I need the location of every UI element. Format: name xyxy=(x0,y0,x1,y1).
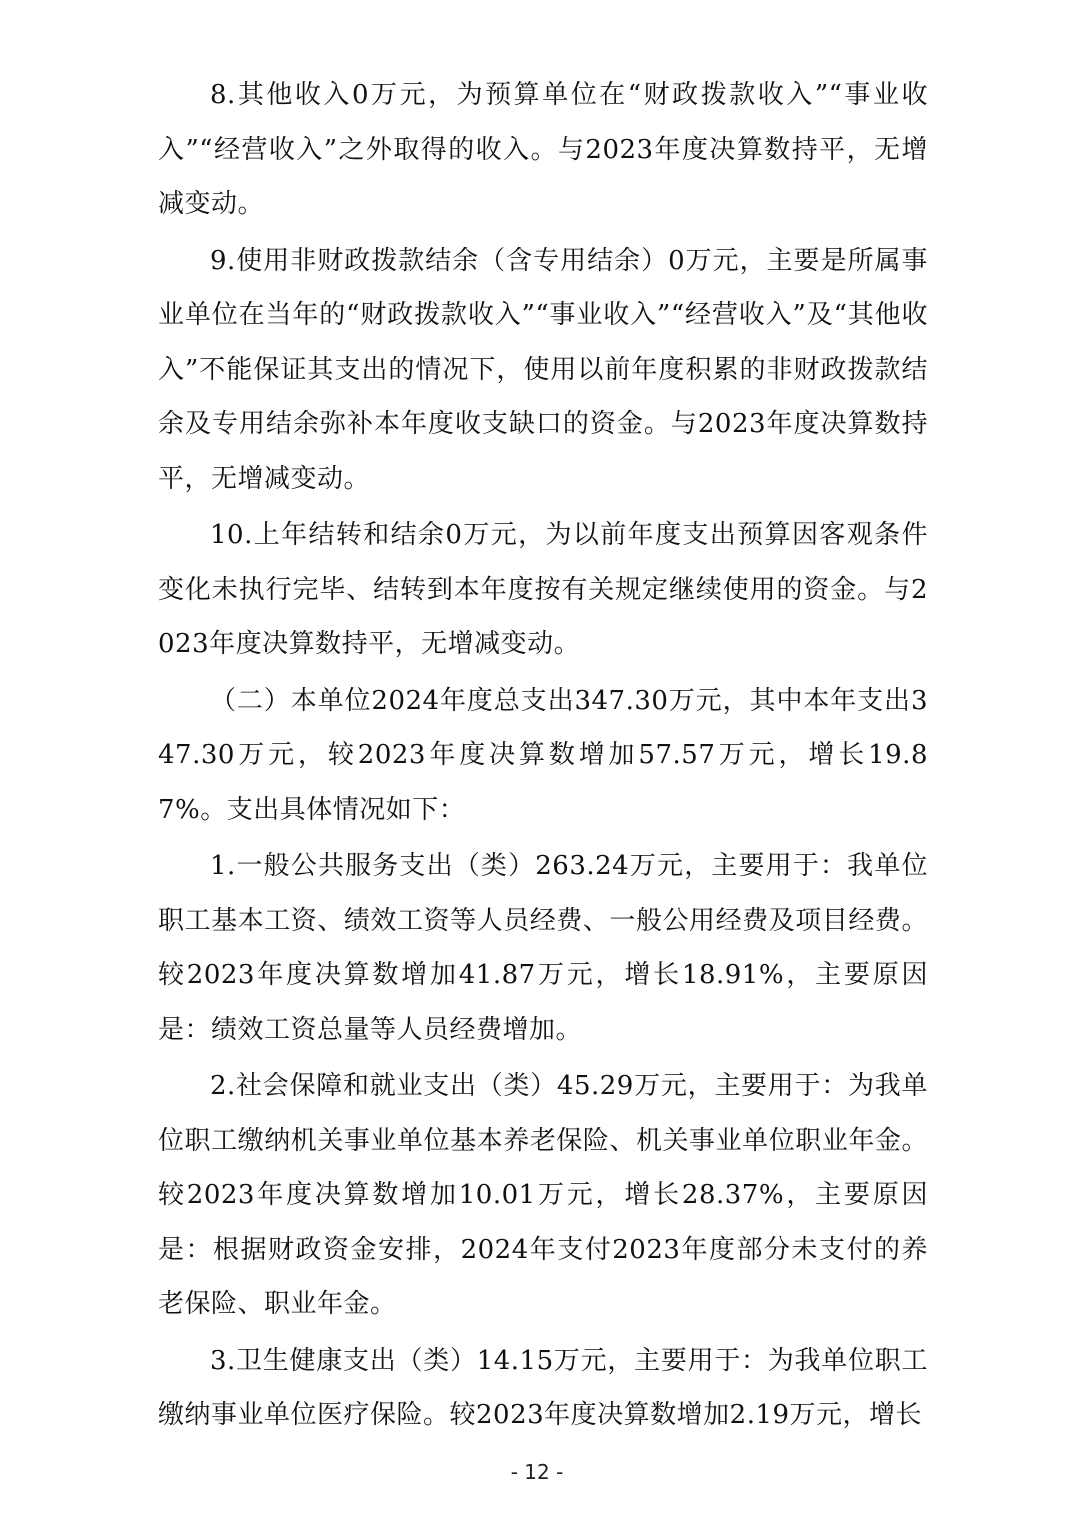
paragraph-non-fiscal-balance: 9.使用非财政拨款结余（含专用结余）0万元，主要是所属事业单位在当年的“财政拨款收入”“事业收入”“经营收入”及“其他收入”不能保证其支出的情况下，使用以前年度积累的非财政拨款结余及专用结余弥补本年度收支缺口的资金。与2023年度决算数持平，无增减变动。 xyxy=(158,245,928,494)
page-number: - 12 - xyxy=(510,1460,564,1484)
paragraph-carryover: 10.上年结转和结余0万元，为以前年度支出预算因客观条件变化未执行完毕、结转到本年度按有关规定继续使用的资金。与2023年度决算数持平，无增减变动。 xyxy=(158,520,928,659)
paragraph-social-security: 2.社会保障和就业支出（类）45.29万元，主要用于：为我单位职工缴纳机关事业单位基本养老保险、机关事业单位职业年金。较2023年度决算数增加10.01万元，增长28.37%，主要原因是：根据财政资金安排，2024年支付2023年度部分未支付的养老保险、职业年金。 xyxy=(158,1071,928,1319)
document-body xyxy=(158,68,928,1445)
paragraph-general-public-services: 1.一般公共服务支出（类）263.24万元，主要用于：我单位职工基本工资、绩效工资等人员经费、一般公用经费及项目经费。较2023年度决算数增加41.87万元，增长18.91%，主要原因是：绩效工资总量等人员经费增加。 xyxy=(158,851,928,1045)
paragraph-health: 3.卫生健康支出（类）14.15万元，主要用于：为我单位职工缴纳事业单位医疗保险。较2023年度决算数增加2.19万元，增长 xyxy=(158,1345,928,1430)
paragraph-total-expenditure: （二）本单位2024年度总支出347.30万元，其中本年支出347.30万元，较2023年度决算数增加57.57万元，增长19.87%。支出具体情况如下： xyxy=(158,685,928,825)
paragraph-other-income: 8.其他收入0万元，为预算单位在“财政拨款收入”“事业收入”“经营收入”之外取得的收入。与2023年度决算数持平，无增减变动。 xyxy=(158,80,928,219)
